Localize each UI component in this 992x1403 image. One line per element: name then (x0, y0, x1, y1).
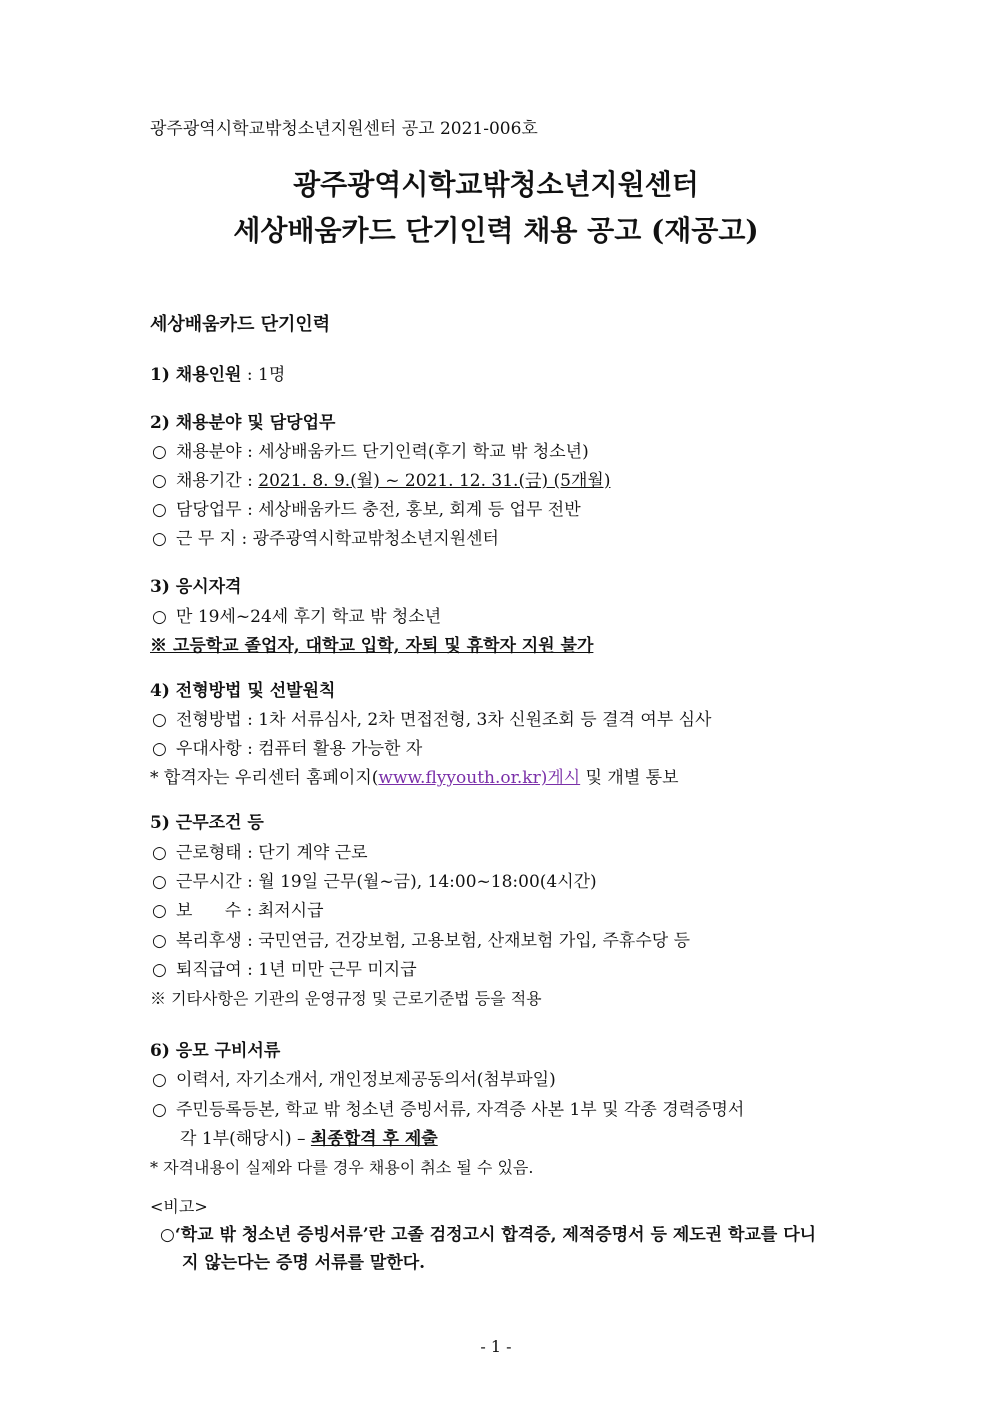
severance-label: 퇴직급여 (176, 960, 242, 980)
recruit-count-heading: 1) 채용인원 (150, 365, 242, 385)
documents-note: * 자격내용이 실제와 다를 경우 채용이 취소 될 수 있음. (150, 1158, 534, 1177)
period-label: 채용기간 (176, 471, 242, 491)
recruit-count-row (150, 364, 285, 386)
place-label: 근 무 지 (176, 529, 237, 549)
pay-label: 보 수 (176, 901, 242, 921)
separator: : (241, 739, 259, 759)
method-value: 1차 서류심사, 2차 면접전형, 3차 신원조회 등 결격 여부 심사 (258, 710, 712, 730)
qualification-note: ※ 고등학교 졸업자, 대학교 입학, 자퇴 및 휴학자 지원 불가 (150, 636, 594, 656)
qualification-heading: 3) 응시자격 (150, 577, 242, 597)
conditions-note: ※ 기타사항은 기관의 운영규정 및 근로기준법 등을 적용 (150, 989, 542, 1008)
preference-value: 컴퓨터 활용 가능한 자 (258, 739, 423, 759)
bullet-icon: ○ (152, 843, 167, 863)
announcement-note (150, 767, 679, 789)
recruit-count-value: 1명 (258, 365, 286, 385)
work-hours-label: 근무시간 (176, 872, 242, 892)
qualification-text: 만 19세~24세 후기 학교 밖 청소년 (176, 607, 442, 627)
field-value: 세상배움카드 단기인력(후기 학교 밖 청소년) (258, 442, 589, 462)
section-title: 세상배움카드 단기인력 (150, 314, 331, 335)
documents-item1 (152, 1069, 556, 1091)
bullet-icon: ○ (152, 872, 167, 892)
documents-heading: 6) 응모 구비서류 (150, 1041, 281, 1061)
method-row (152, 709, 711, 731)
documents-item2-prefix: 각 1부(해당시) – (180, 1129, 311, 1149)
bullet-icon: ○ (152, 931, 167, 951)
documents-item2 (152, 1099, 744, 1121)
document-title-line2: 세상배움카드 단기인력 채용 공고 (재공고) (233, 214, 759, 247)
bullet-icon: ○ (152, 960, 167, 980)
documents-item1-text: 이력서, 자기소개서, 개인정보제공동의서(첨부파일) (176, 1070, 556, 1090)
work-hours-row (152, 871, 597, 893)
separator: : (241, 960, 259, 980)
separator: : (241, 872, 259, 892)
preference-label: 우대사항 (176, 739, 242, 759)
separator: : (241, 901, 258, 921)
separator: : (241, 471, 259, 491)
pay-row (152, 900, 324, 922)
bullet-icon: ○ (152, 901, 167, 921)
period-value: 2021. 8. 9.(월) ~ 2021. 12. 31.(금) (5개월) (258, 471, 611, 491)
bullet-icon: ○ (152, 710, 167, 730)
welfare-label: 복리후생 (176, 931, 242, 951)
separator: : (241, 442, 259, 462)
homepage-link[interactable]: www.flyyouth.or.kr)게시 (378, 768, 581, 788)
notice-number: 광주광역시학교밖청소년지원센터 공고 2021-006호 (150, 119, 538, 139)
period-row (152, 470, 610, 492)
employment-type-value: 단기 계약 근로 (258, 843, 368, 863)
employment-type-label: 근로형태 (176, 843, 242, 863)
severance-value: 1년 미만 근무 미지급 (258, 960, 417, 980)
remarks-heading: <비고> (150, 1197, 208, 1216)
bullet-icon: ○ (152, 471, 167, 491)
work-hours-value: 월 19일 근무(월~금), 14:00~18:00(4시간) (258, 872, 597, 892)
page-number: - 1 - (480, 1337, 512, 1356)
final-submission-emphasis: 최종합격 후 제출 (310, 1129, 438, 1149)
field-duty-heading: 2) 채용분야 및 담당업무 (150, 413, 336, 433)
employment-type-row (152, 842, 368, 864)
separator: : (236, 529, 253, 549)
pay-value: 최저시급 (257, 901, 324, 921)
remarks-line2: 지 않는다는 증명 서류를 말한다. (182, 1253, 426, 1273)
place-row (152, 528, 499, 550)
bullet-icon: ○ (152, 739, 167, 759)
bullet-icon: ○ (152, 442, 167, 462)
method-label: 전형방법 (176, 710, 242, 730)
separator: : (241, 710, 259, 730)
separator: : (241, 931, 259, 951)
preference-row (152, 738, 422, 760)
bullet-icon: ○ (152, 1070, 167, 1090)
field-label: 채용분야 (176, 442, 242, 462)
welfare-row (152, 930, 690, 952)
bullet-icon: ○ (152, 529, 167, 549)
announcement-note-prefix: * 합격자는 우리센터 홈페이지( (150, 768, 379, 788)
documents-item2-line1: 주민등록등본, 학교 밖 청소년 증빙서류, 자격증 사본 1부 및 각종 경력증명서 (176, 1100, 745, 1120)
duty-row (152, 499, 581, 521)
recruit-count-sep: : (241, 365, 259, 385)
documents-item2-line2 (180, 1128, 438, 1150)
selection-heading: 4) 전형방법 및 선발원칙 (150, 681, 336, 701)
announcement-note-suffix: 및 개별 통보 (580, 768, 679, 788)
severance-row (152, 959, 417, 981)
document-title-line1: 광주광역시학교밖청소년지원센터 (293, 168, 699, 201)
duty-value: 세상배움카드 충전, 홍보, 회계 등 업무 전반 (258, 500, 581, 520)
separator: : (241, 843, 259, 863)
field-row (152, 441, 589, 463)
separator: : (241, 500, 259, 520)
bullet-icon: ○ (152, 1100, 167, 1120)
conditions-heading: 5) 근무조건 등 (150, 813, 264, 833)
qualification-item (152, 606, 441, 628)
duty-label: 담당업무 (176, 500, 242, 520)
remarks-line1: ○‘학교 밖 청소년 증빙서류’란 고졸 검정고시 합격증, 제적증명서 등 제도권 학교를 다니 (160, 1225, 817, 1245)
welfare-value: 국민연금, 건강보험, 고용보험, 산재보험 가입, 주휴수당 등 (258, 931, 690, 951)
bullet-icon: ○ (152, 500, 167, 520)
place-value: 광주광역시학교밖청소년지원센터 (252, 529, 499, 549)
bullet-icon: ○ (152, 607, 167, 627)
